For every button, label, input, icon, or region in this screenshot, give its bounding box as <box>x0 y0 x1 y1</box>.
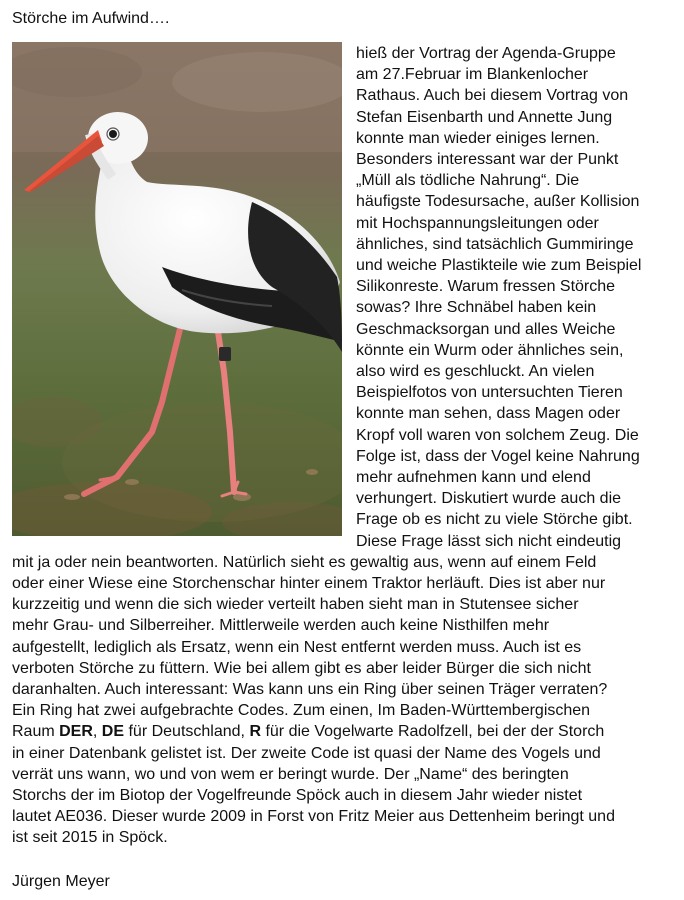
text-line: Silikonreste. Warum fressen Störche <box>356 278 616 296</box>
text-line: mehr aufnehmen kann und elend <box>356 469 591 486</box>
text-line: ist seit 2015 in Spöck. <box>12 829 168 847</box>
text-line: Kropf voll waren von solchem Zeug. Die <box>356 426 639 444</box>
text-line: Frage ob es nicht zu viele Störche gibt. <box>356 511 633 529</box>
text-line: Stefan Eisenbarth und Annette Jung <box>356 108 613 126</box>
ring-codes-line <box>12 721 604 742</box>
text-line: verrät uns wann, wo und von wem er beringt wurde. Der „Name“ des beringten <box>12 765 569 783</box>
text-line: häufigste Todesursache, außer Kollision <box>356 193 640 211</box>
codes-middle: für Deutschland, <box>124 723 250 741</box>
text-line: „Müll als tödliche Nahrung“. Die <box>356 172 580 190</box>
text-line: also wird es geschluckt. An vielen <box>356 363 595 380</box>
code-der: DER <box>59 723 93 741</box>
text-line: kurzzeitig und wenn die sich wieder verteilt haben sieht man in Stutensee sicher <box>12 596 579 614</box>
stork-photo <box>12 42 342 536</box>
text-line: Besonders interessant war der Punkt <box>356 151 619 168</box>
text-line: und weiche Plastikteile wie zum Beispiel <box>356 257 642 274</box>
text-line: Diese Frage lässt sich nicht eindeutig <box>356 532 622 550</box>
text-line: konnte man wieder einiges lernen. <box>356 129 600 147</box>
text-line: mit ja oder nein beantworten. Natürlich sieht es gewaltig aus, wenn auf einem Feld <box>12 553 597 571</box>
text-line: verhungert. Diskutiert wurde auch die <box>356 490 622 508</box>
text-line: mehr Grau- und Silberreiher. Mittlerweile werden auch keine Nisthilfen mehr <box>12 617 550 635</box>
text-line: konnte man sehen, dass Magen oder <box>356 405 621 423</box>
text-line: Storchs der im Biotop der Vogelfreunde Spöck auch in diesem Jahr wieder nistet <box>12 787 583 804</box>
text-line: aufgestellt, lediglich als Ersatz, wenn ein Nest entfernt werden muss. Auch ist es <box>12 638 582 656</box>
text-line: Ein Ring hat zwei aufgebrachte Codes. Zum einen, Im Baden-Württembergischen <box>12 702 591 720</box>
author-signature: Jürgen Meyer <box>12 873 110 890</box>
codes-prefix: Raum <box>12 723 60 741</box>
text-line: mit Hochspannungsleitungen oder <box>356 214 599 232</box>
text-line: verboten Störche zu füttern. Wie bei allem gibt es aber leider Bürger die sich nicht <box>12 659 591 677</box>
text-line: in einer Datenbank gelistet ist. Der zweite Code ist quasi der Name des Vogels und <box>12 744 601 762</box>
text-line: lautet AE036. Dieser wurde 2009 in Forst von Fritz Meier aus Dettenheim beringt und <box>12 808 615 826</box>
code-r: R <box>249 723 261 741</box>
text-line: oder einer Wiese eine Storchenschar hinter einem Traktor herläuft. Dies ist aber nur <box>12 575 606 592</box>
text-line: Folge ist, dass der Vogel keine Nahrung <box>356 447 640 465</box>
article-title: Störche im Aufwind…. <box>12 10 170 27</box>
text-line: hieß der Vortrag der Agenda-Gruppe <box>356 45 616 62</box>
text-line: sowas? Ihre Schnäbel haben kein <box>356 299 597 317</box>
codes-separator: , <box>92 723 102 741</box>
codes-suffix: für die Vogelwarte Radolfzell, bei der der Storch <box>261 723 605 741</box>
text-line: Rathaus. Auch bei diesem Vortrag von <box>356 87 629 105</box>
text-line: könnte ein Wurm oder ähnliches sein, <box>356 341 624 359</box>
text-line: ähnliches, sind tatsächlich Gummiringe <box>356 235 634 253</box>
code-de: DE <box>101 723 125 741</box>
text-line: Beispielfotos von untersuchten Tieren <box>356 384 623 402</box>
text-line: Geschmacksorgan und alles Weiche <box>356 320 616 338</box>
text-line: am 27.Februar im Blankenlocher <box>356 66 589 84</box>
text-line: daranhalten. Auch interessant: Was kann uns ein Ring über seinen Träger verraten? <box>12 681 608 698</box>
